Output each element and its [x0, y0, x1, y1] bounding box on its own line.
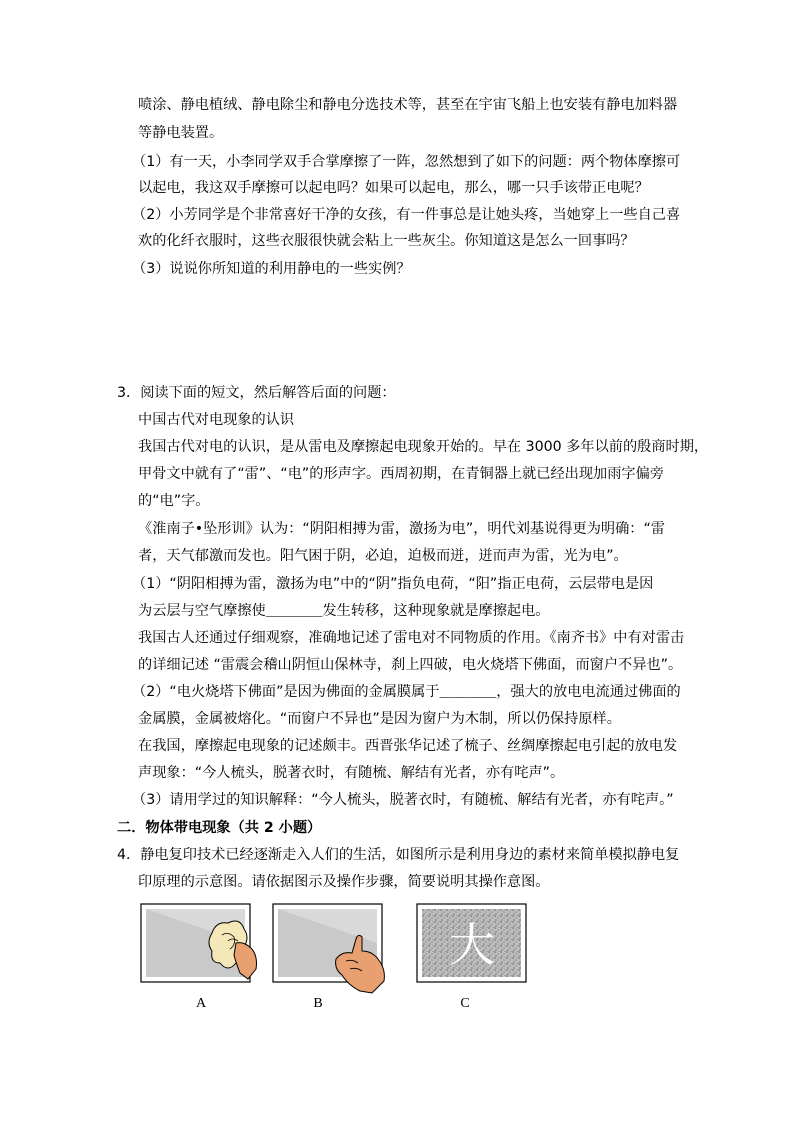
q3-p1-line-2: 甲骨文中就有了“雷”、“电”的形声字。西周初期，在青铜器上就已经出现加雨字偏旁 [138, 466, 664, 482]
q3-sub2-blank[interactable]: ＿＿＿＿ [439, 684, 497, 700]
intro-line-2: 等静电装置。 [138, 125, 224, 141]
figure-b-caption: B [313, 996, 323, 1011]
q3-stem: 3．阅读下面的短文，然后解答后面的问题： [117, 385, 396, 401]
section-heading: 二．物体带电现象（共 2 小题） [117, 820, 322, 836]
figure-b-plate-touching [272, 903, 392, 995]
q3-title: 中国古代对电现象的认识 [138, 412, 295, 428]
q2-sub1-line-2: 以起电，我这双手摩擦可以起电吗？如果可以起电，那么，哪一只手该带正电呢？ [138, 180, 649, 196]
q2-sub1-line-1: （1）有一天，小李同学双手合掌摩擦了一阵，忽然想到了如下的问题：两个物体摩擦可 [132, 154, 681, 170]
q3-p1-line-3: 的“电”字。 [138, 493, 210, 509]
q3-sub2-line-2: 金属膜，金属被熔化。“而窗户不异也”是因为窗户为木制，所以仍保持原样。 [138, 711, 621, 727]
q3-sub1-line-2 [138, 601, 549, 621]
q3-sub1-blank[interactable]: ＿＿＿＿ [265, 603, 323, 619]
figure-a-caption: A [195, 996, 207, 1011]
q3-sub1-line-1: （1）“阴阳相搏为雷，激扬为电”中的“阴”指负电荷，“阳”指正电荷，云层带电是因 [132, 576, 654, 592]
q3-p2-line-2: 者，天气郁激而发也。阳气困于阴，必迫，迫极而迸，迸而声为雷，光为电”。 [138, 548, 628, 564]
q3-sub2-text-a: （2）“电火烧塔下佛面”是因为佛面的金属膜属于 [132, 684, 440, 700]
q3-sub1-text-b: 发生转移，这种现象就是摩擦起电。 [322, 603, 550, 619]
q3-p3-line-2: 的详细记述 “雷震会稽山阴恒山保林寺，刹上四破，电火烧塔下佛面，而窗户不异也”。 [138, 657, 683, 673]
figure-a-plate-wiping [140, 903, 262, 985]
figure-c-caption: C [460, 996, 470, 1011]
figure-c-toner-result [416, 903, 528, 985]
q2-sub2-line-2: 欢的化纤衣服时，这些衣服很快就会粘上一些灰尘。你知道这是怎么一回事吗？ [138, 233, 635, 249]
q2-sub2-line-1: （2）小芳同学是个非常喜好干净的女孩，有一件事总是让她头疼，当她穿上一些自己喜 [132, 207, 681, 223]
intro-line-1: 喷涂、静电植绒、静电除尘和静电分选技术等，甚至在宇宙飞船上也安装有静电加料器 [138, 97, 678, 113]
q3-p4-line-1: 在我国，摩擦起电现象的记述颇丰。西晋张华记述了梳子、丝绸摩擦起电引起的放电发 [138, 738, 678, 754]
q4-stem-line-1: 4．静电复印技术已经逐渐走入人们的生活，如图所示是利用身边的素材来简单模拟静电复 [117, 847, 680, 863]
q3-p2-line-1: 《淮南子•坠形训》认为：“阴阳相搏为雷，激扬为电”，明代刘基说得更为明确：“雷 [138, 521, 665, 537]
q2-sub3: （3）说说你所知道的利用静电的一些实例？ [132, 261, 411, 277]
q4-stem-line-2: 印原理的示意图。请依据图示及操作步骤，简要说明其操作意图。 [138, 874, 550, 890]
q3-sub2-line-1 [132, 682, 681, 702]
q3-p1-line-1: 我国古代对电的认识，是从雷电及摩擦起电现象开始的。早在 3000 多年以前的殷商时期， [138, 439, 709, 455]
q3-sub1-text-a: 为云层与空气摩擦使 [138, 603, 266, 619]
q3-sub2-text-b: ，强大的放电电流通过佛面的 [496, 684, 681, 700]
figure-c-character: 大 [449, 918, 495, 972]
q3-p4-line-2: 声现象：“今人梳头，脱著衣时，有随梳、解结有光者，亦有咤声”。 [138, 765, 565, 781]
q3-sub3: （3）请用学过的知识解释：“今人梳头，脱著衣时，有随梳、解结有光者，亦有咤声。” [132, 792, 674, 808]
q3-p3-line-1: 我国古人还通过仔细观察，准确地记述了雷电对不同物质的作用。《南齐书》中有对雷击 [138, 630, 685, 646]
